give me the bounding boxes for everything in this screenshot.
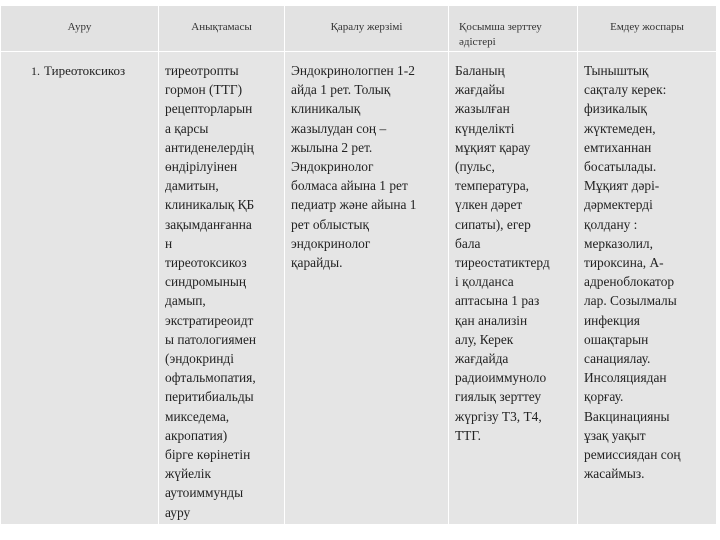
text-line: клиникалық ҚБ bbox=[165, 197, 255, 213]
header-row bbox=[1, 6, 717, 52]
text-line: жағдайда bbox=[455, 351, 509, 367]
text-line: дамып, bbox=[165, 293, 206, 309]
text-line: рет облыстық bbox=[291, 216, 369, 232]
text-line: сипаты), егер bbox=[455, 216, 531, 232]
disease-table bbox=[0, 5, 717, 525]
text-line: антиденелердің bbox=[165, 139, 254, 155]
text-line: аутоиммунды bbox=[165, 485, 244, 501]
text-line: Эндокринолог bbox=[291, 159, 374, 175]
text-line: бірге көрінетін bbox=[165, 447, 251, 463]
text-line: Инсоляциядан bbox=[584, 370, 667, 386]
text-line: физикалық bbox=[584, 101, 647, 117]
text-line: қолдану : bbox=[584, 216, 638, 232]
header-disease: Ауру bbox=[1, 6, 159, 52]
followup-cell bbox=[285, 52, 449, 525]
text-line: гиялық зерттеу bbox=[455, 389, 542, 405]
text-line: дамитын, bbox=[165, 178, 219, 194]
text-line: жасаймыз. bbox=[584, 466, 645, 482]
text-line: Тыныштық bbox=[584, 63, 649, 78]
text-line: микседема, bbox=[165, 408, 230, 424]
tests-cell bbox=[449, 52, 578, 525]
text-line: (пульс, bbox=[455, 159, 495, 175]
text-line: ы патологиямен bbox=[165, 331, 257, 347]
text-line: бала bbox=[455, 235, 481, 251]
text-line: тироксина, А- bbox=[584, 255, 664, 271]
text-line: тиреостатиктерд bbox=[455, 255, 550, 271]
header-additional-tests: Қосымша зерттеу әдістері bbox=[449, 6, 578, 52]
text-line: босатылады. bbox=[584, 159, 657, 175]
text-line: ошақтарын bbox=[584, 331, 649, 347]
text-line: лар. Созылмалы bbox=[584, 293, 677, 309]
text-line: Эндокринологпен 1-2 bbox=[291, 63, 415, 78]
text-line: алу, Керек bbox=[455, 331, 514, 347]
text-line: температура, bbox=[455, 178, 530, 194]
text-line: і қолданса bbox=[455, 274, 514, 290]
text-line: Вакцинацияны bbox=[584, 408, 670, 424]
row-number: 1. bbox=[31, 64, 40, 78]
text-line: а қарсы bbox=[165, 120, 209, 136]
treatment-cell bbox=[578, 52, 717, 525]
text-line: акропатия) bbox=[165, 427, 228, 443]
text-line: тиреотоксикоз bbox=[165, 255, 247, 271]
text-line: тиреотропты bbox=[165, 63, 239, 78]
disease-cell bbox=[1, 52, 159, 525]
text-line: инфекция bbox=[584, 312, 640, 328]
text-line: қарайды. bbox=[291, 255, 343, 271]
text-line: мұқият қарау bbox=[455, 139, 531, 155]
text-line: (эндокринді bbox=[165, 351, 234, 367]
text-line: офтальмопатия, bbox=[165, 370, 256, 386]
text-line: радиоиммуноло bbox=[455, 370, 547, 386]
text-line: экстратиреоидт bbox=[165, 312, 254, 328]
text-line: зақымданғанна bbox=[165, 216, 252, 232]
text-line: гормон (ТТГ) bbox=[165, 82, 243, 98]
text-line: жазылған bbox=[455, 101, 510, 117]
text-line: емтиханнан bbox=[584, 139, 652, 155]
text-line: өндірілуінен bbox=[165, 159, 238, 175]
text-line: Мұқият дәрі- bbox=[584, 178, 660, 194]
text-line: айда 1 рет. Толық bbox=[291, 82, 391, 98]
text-line: ТТГ. bbox=[455, 427, 481, 443]
header-followup-period: Қаралу жерзімі bbox=[285, 6, 449, 52]
text-line: қан анализін bbox=[455, 312, 528, 328]
text-line: жылына 2 рет. bbox=[291, 139, 373, 155]
table-row bbox=[1, 52, 717, 525]
text-line: ауру bbox=[165, 504, 191, 520]
text-line: мерказолил, bbox=[584, 235, 653, 251]
text-line: күнделікті bbox=[455, 120, 515, 136]
text-line: жүктемеден, bbox=[584, 120, 656, 136]
text-line: перитибиальды bbox=[165, 389, 254, 405]
text-line: жүргізу Т3, Т4, bbox=[455, 408, 542, 424]
text-line: жазылудан соң – bbox=[291, 120, 387, 136]
text-line: клиникалық bbox=[291, 101, 361, 117]
text-line: ремиссиядан соң bbox=[584, 447, 681, 463]
header-treatment-plan: Емдеу жоспары bbox=[578, 6, 717, 52]
text-line: ұзақ уақыт bbox=[584, 427, 646, 443]
text-line: педиатр және айына 1 bbox=[291, 197, 417, 213]
header-definition: Анықтамасы bbox=[159, 6, 285, 52]
text-line: дәрмектерді bbox=[584, 197, 653, 213]
text-line: үлкен дәрет bbox=[455, 197, 523, 213]
text-line: аптасына 1 раз bbox=[455, 293, 540, 309]
text-line: синдромының bbox=[165, 274, 247, 290]
text-line: эндокринолог bbox=[291, 235, 371, 251]
text-line: санациялау. bbox=[584, 351, 651, 367]
text-line: рецепторларын bbox=[165, 101, 253, 117]
disease-name: Тиреотоксикоз bbox=[44, 63, 126, 78]
definition-cell bbox=[159, 52, 285, 525]
text-line: жүйелік bbox=[165, 466, 211, 482]
text-line: болмаса айына 1 рет bbox=[291, 178, 408, 194]
text-line: н bbox=[165, 235, 173, 251]
text-line: сақталу керек: bbox=[584, 82, 667, 98]
text-line: жағдайы bbox=[455, 82, 505, 98]
text-line: қорғау. bbox=[584, 389, 624, 405]
text-line: Баланың bbox=[455, 63, 505, 78]
text-line: адреноблокатор bbox=[584, 274, 675, 290]
